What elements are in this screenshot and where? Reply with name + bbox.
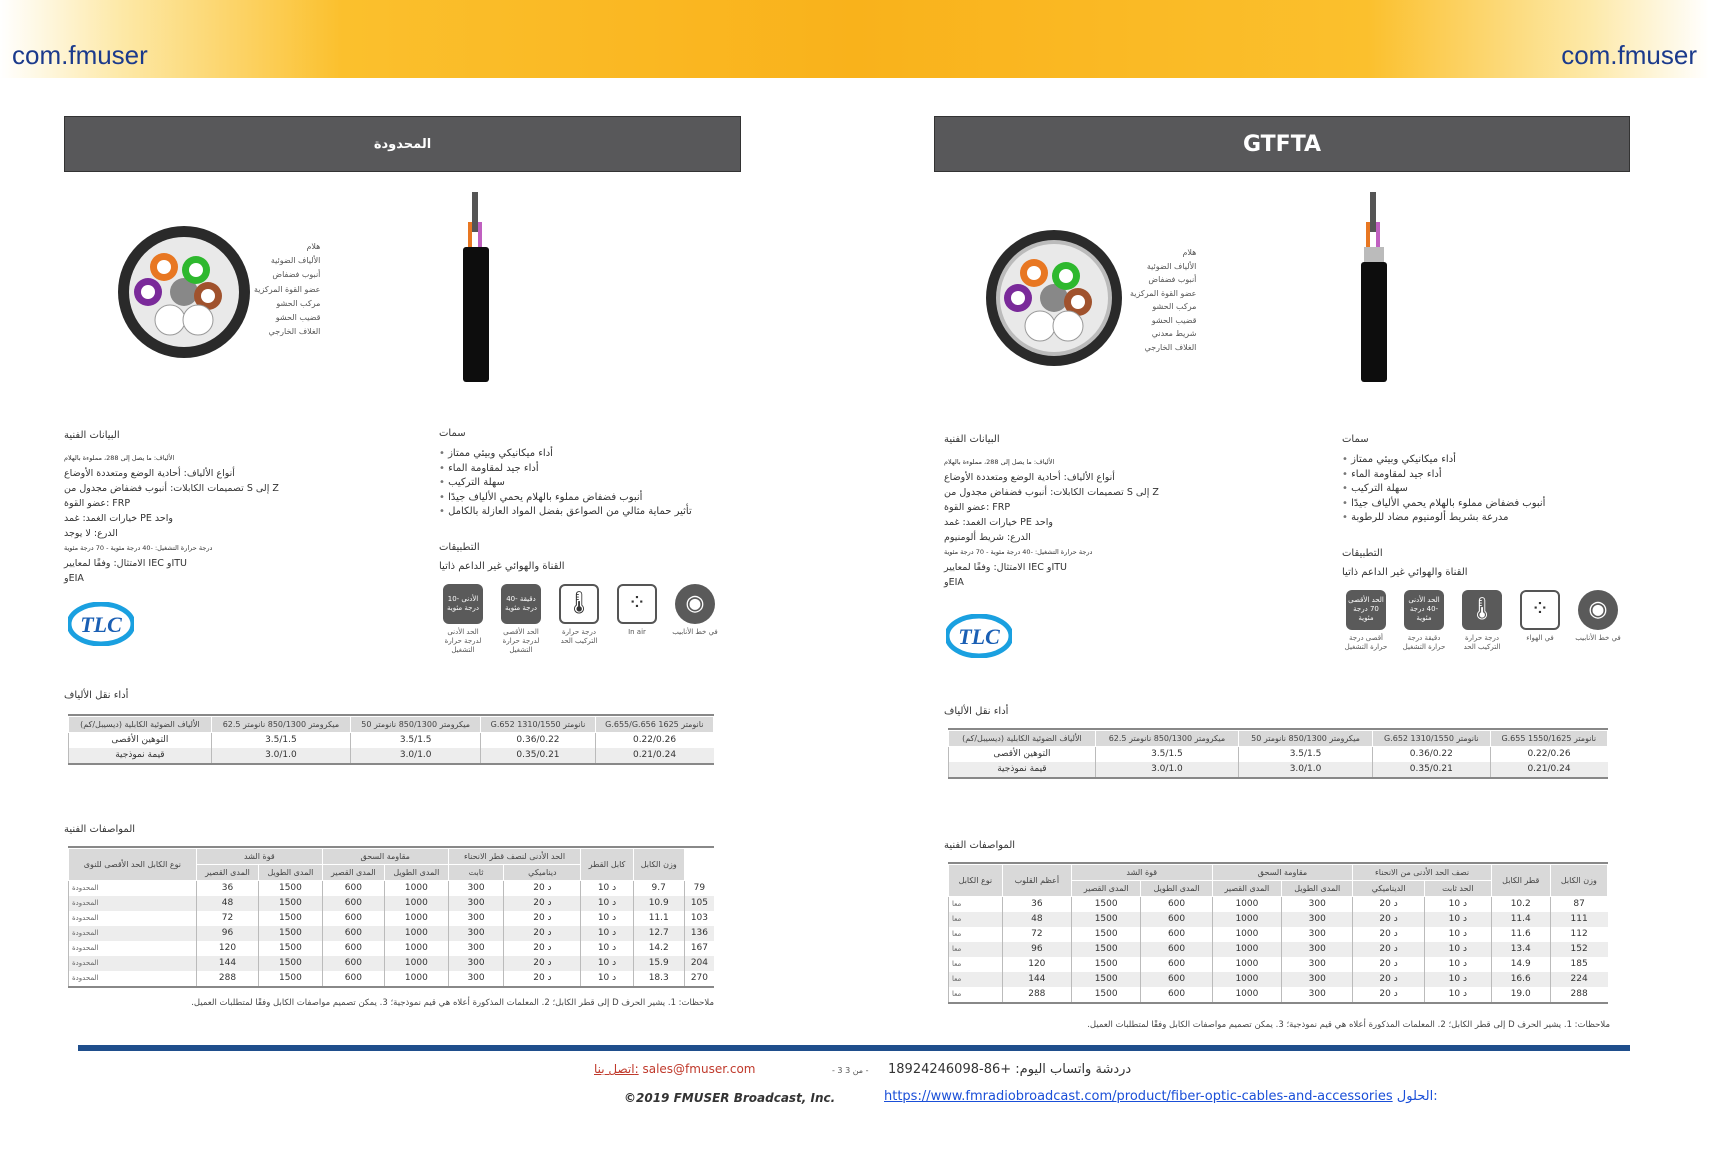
perf-header: الألياف الضوئية الكابلية (ديسيبل/كم) (69, 717, 212, 733)
features (439, 428, 739, 655)
max-temp-icon: دقيقة -40 درجة مئوية الحد الأقصى لدرجة حرارة التشغيل (497, 584, 545, 655)
tech-line: درجة حرارة التشغيل: -40 درجة مئوية - 70 درجة مئوية (64, 544, 213, 552)
callout-label: قضيب الحشو (1151, 315, 1197, 325)
applications-subtitle: القناة والهوائي غير الداعم ذاتيا (439, 560, 565, 572)
table-row: المحدودة 96 1500 600 1000 300 20 د 10 د 12.7 136 (69, 926, 715, 941)
tech-line: الألياف: ما يصل إلى 288، مملوءة بالهلام (944, 458, 1055, 466)
cable-side-view-icon (460, 192, 492, 382)
solutions-label: الحلول: (1396, 1089, 1438, 1104)
callout-label: الغلاف الخارجي (268, 327, 321, 337)
page-number: - 3 من 3 - (832, 1066, 869, 1075)
cable-cross-section-icon (114, 222, 254, 362)
callout-label: مركب الحشو (1152, 302, 1197, 311)
tlc-logo (68, 602, 134, 650)
callout-labels (254, 240, 320, 339)
callout-label: عضو القوة المركزية (254, 284, 321, 294)
in-duct-icon: ◉ في خط الأنابيب (671, 584, 719, 655)
applications-title: التطبيقات (439, 541, 480, 553)
feature-item: أداء ميكانيكي وبيئي ممتاز • (1342, 453, 1630, 468)
table-row: معا 120 1500 600 1000 300 20 د 10 د 14.9 185 (949, 957, 1608, 972)
specification-table: نوع الكابل الحد الأقصى للنوى قوة الشد مقاومة السحق الحد الأدنى لنصف قطر الانحناء كابل القطر وزن الكابل المدى القصير المدى الطويل المدى القصير المدى الطويل ثابت ديناميكي المحدودة 36 1500 600 1000 300 20 د 10 د 9.7 79 المحدودة 48 1500 600 1000 300 20 د 10 د 10.9 105 المحدودة 72 1500 600 1000 300 20 د 10 د 11.1 103 المحدودة 96 1500 600 1000 300 20 د 10 د 12.7 136 المحدودة 120 1500 600 1000 300 20 د 10 د 14.2 167 المحدودة 144 1500 600 1000 300 20 د 10 د 15.9 204 المحدودة 288 1500 600 1000 300 20 د 10 د 18.3 270 (68, 846, 714, 988)
fiber-performance-table (68, 714, 714, 765)
feature-item: أداء ميكانيكي وبيئي ممتاز • (439, 447, 739, 462)
in-air-icon: ⁘ في الهواء (1516, 590, 1564, 652)
copyright: ©2019 FMUSER Broadcast, Inc. (624, 1091, 836, 1105)
contact-label: اتصل بنا: (594, 1062, 639, 1076)
product-title-bar: GTFTA (934, 116, 1630, 172)
right-product-column (934, 116, 1630, 1030)
tech-line: تصميمات الكابلات: أنبوب فضفاض مجدول من S إلى Z (944, 487, 1159, 498)
tech-line: الدرع: شريط ألومنيوم (944, 532, 1031, 543)
solutions-url-link[interactable]: https://www.fmradiobroadcast.com/product/fiber-optic-cables-and-accessories (884, 1089, 1393, 1104)
footer-divider (78, 1045, 1630, 1051)
tech-line: الامتثال: وفقًا لمعايير IEC وITU (64, 558, 188, 569)
table-row: التوهين الأقصى 3.5/1.5 3.5/1.5 0.36/0.22 0.22/0.26 (69, 733, 714, 748)
tech-line: عضو القوة: FRP (944, 502, 1011, 513)
max-temp-icon: الحد الأقصى 70 درجة مئوية أقصى درجة حرارة التشغيل (1342, 590, 1390, 652)
in-duct-icon: ◉ في خط الأنابيب (1574, 590, 1622, 652)
perf-title: أداء نقل الألياف (944, 706, 1009, 717)
table-row: المحدودة 120 1500 600 1000 300 20 د 10 د 14.2 167 (69, 941, 715, 956)
table-row: معا 36 1500 600 1000 300 20 د 10 د 10.2 87 (949, 897, 1608, 912)
perf-header: 50 ميكرومتر 850/1300 نانومتر (350, 717, 480, 733)
tech-line: وEIA (64, 573, 84, 584)
table-row: معا 48 1500 600 1000 300 20 د 10 د 11.4 111 (949, 912, 1608, 927)
notes: ملاحظات: 1. يشير الحرف D إلى قطر الكابل؛ 2. المعلمات المذكورة أعلاه هي قيم نموذجية؛ 3. يمكن تصميم مواصفات الكابل وفقًا لمتطلبات العميل. (1087, 1020, 1610, 1030)
feature-item: تأثير حماية مثالي من الصواعق بفضل المواد العازلة بالكامل • (439, 505, 739, 520)
brand-right: com.fmuser (1561, 40, 1697, 70)
callout-label: الغلاف الخارجي (1144, 342, 1197, 352)
table-row: التوهين الأقصى 3.5/1.5 3.5/1.5 0.36/0.22 0.22/0.26 (949, 747, 1608, 762)
tech-data-title: البيانات الفنية (944, 434, 1000, 445)
feature-item: أنبوب فضفاض مملوء بالهلام يحمي الألياف جيدًا • (439, 491, 739, 506)
left-product-column (64, 116, 741, 1008)
tech-line: تصميمات الكابلات: أنبوب فضفاض مجدول من S إلى Z (64, 483, 279, 494)
contact (594, 1062, 756, 1076)
technical-data (64, 428, 324, 586)
perf-header: G.655/G.656 1625 نانومتر (595, 717, 713, 733)
feature-item: سهلة التركيب • (439, 476, 739, 491)
spec-title: المواصفات الفنية (64, 824, 136, 835)
callout-label: أنبوب فضفاض (1148, 275, 1197, 284)
whatsapp: دردشة واتساب اليوم: +86-18924246098 (888, 1062, 1132, 1077)
product-images (64, 172, 741, 402)
table-row: المحدودة 36 1500 600 1000 300 20 د 10 د 9.7 79 (69, 881, 715, 896)
product-images (934, 172, 1630, 412)
svg-text:TLC: TLC (958, 624, 1000, 649)
feature-item: أداء جيد لمقاومة الماء • (1342, 468, 1630, 483)
tech-line: خيارات الغمد: غمد PE واحد (944, 517, 1053, 528)
features-title: سمات (439, 428, 466, 439)
technical-data (944, 432, 1224, 590)
callout-label: الألياف الضوئية (1146, 261, 1197, 271)
table-row: قيمة نموذجية 3.0/1.0 3.0/1.0 0.35/0.21 0.21/0.24 (949, 762, 1608, 777)
tech-line: الألياف: ما يصل إلى 288، مملوءة بالهلام (64, 454, 175, 462)
in-air-icon: ⁘ In air (613, 584, 661, 655)
table-row: المحدودة 72 1500 600 1000 300 20 د 10 د 11.1 103 (69, 911, 715, 926)
tech-line: الامتثال: وفقًا لمعايير IEC وITU (944, 562, 1068, 573)
table-row: معا 288 1500 600 1000 300 20 د 10 د 19.0 288 (949, 987, 1608, 1002)
min-temp-icon: الأدنى -10 درجة مئوية الحد الأدنى لدرجة حرارة التشغيل (439, 584, 487, 655)
tech-line: عضو القوة: FRP (64, 498, 131, 509)
callout-label: هلام (1182, 248, 1197, 257)
table-row: المحدودة 48 1500 600 1000 300 20 د 10 د 10.9 105 (69, 896, 715, 911)
tech-line: أنواع الألياف: أحادية الوضع ومتعددة الأوضاع (944, 472, 1115, 483)
svg-text:TLC: TLC (80, 612, 122, 637)
applications-title: التطبيقات (1342, 547, 1383, 559)
features-title: سمات (1342, 434, 1369, 445)
callout-label: عضو القوة المركزية (1130, 288, 1197, 298)
feature-item: مدرعة بشريط ألومنيوم مضاد للرطوبة • (1342, 511, 1630, 526)
feature-item: أنبوب فضفاض مملوء بالهلام يحمي الألياف جيدًا • (1342, 497, 1630, 512)
applications-subtitle: القناة والهوائي غير الداعم ذاتيا (1342, 566, 1468, 578)
perf-title: أداء نقل الألياف (64, 690, 129, 701)
callout-label: قضيب الحشو (275, 313, 321, 323)
solutions (884, 1089, 1438, 1104)
table-row: معا 72 1500 600 1000 300 20 د 10 د 11.6 112 (949, 927, 1608, 942)
perf-header: G.652 1310/1550 نانومتر (481, 717, 595, 733)
specification-table: نوع الكابل أعظم القلوب قوة الشد مقاومة السحق نصف الحد الأدنى من الانحناء قطر الكابل وزن الكابل المدى القصير المدى الطويل المدى القصير المدى الطويل الديناميكي الحد ثابت معا 36 1500 600 1000 300 20 د 10 د 10.2 87 معا 48 1500 600 1000 300 20 د 10 د 11.4 111 معا 72 1500 600 1000 300 20 د 10 د 11.6 112 معا 96 1500 600 1000 300 20 د 10 د 13.4 152 معا 120 1500 600 1000 300 20 د 10 د 14.9 185 معا 144 1500 600 1000 300 20 د 10 د 16.6 224 معا 288 1500 600 1000 300 20 د 10 د 19.0 288 (948, 862, 1608, 1004)
feature-item: أداء جيد لمقاومة الماء • (439, 462, 739, 477)
tech-line: خيارات الغمد: غمد PE واحد (64, 513, 173, 524)
product-title-bar: المحدودة (64, 116, 741, 172)
notes: ملاحظات: 1. يشير الحرف D إلى قطر الكابل؛ 2. المعلمات المذكورة أعلاه هي قيم نموذجية؛ 3. يمكن تصميم مواصفات الكابل وفقًا لمتطلبات العميل. (191, 998, 714, 1008)
thermometer-icon: 🌡 درجة حرارة التركيب الحد (1458, 590, 1506, 652)
cable-side-view-icon (1358, 192, 1390, 382)
email-link[interactable]: sales@fmuser.com (642, 1062, 756, 1076)
callout-label: الألياف الضوئية (270, 256, 321, 266)
tech-line: وEIA (944, 577, 964, 588)
thermometer-icon: 🌡 درجة حرارة التركيب الحد (555, 584, 603, 655)
tech-line: درجة حرارة التشغيل: -40 درجة مئوية - 70 درجة مئوية (944, 548, 1093, 556)
table-row: المحدودة 144 1500 600 1000 300 20 د 10 د 15.9 204 (69, 956, 715, 971)
min-temp-icon: الحد الأدنى -40 درجة مئوية دقيقة درجة حرارة التشغيل (1400, 590, 1448, 652)
application-icons (1342, 590, 1630, 652)
table-row: معا 144 1500 600 1000 300 20 د 10 د 16.6 224 (949, 972, 1608, 987)
tlc-logo (946, 614, 1012, 662)
callout-label: هلام (306, 242, 321, 251)
application-icons (439, 584, 739, 655)
spec-title: المواصفات الفنية (944, 840, 1016, 851)
fiber-performance-table: الألياف الضوئية الكابلية (ديسيبل/كم) 62.5 ميكرومتر 850/1300 نانومتر 50 ميكرومتر 850/1300 نانومتر G.652 1310/1550 نانومتر G.655 1550/1625 نانومتر التوهين الأقصى 3.5/1.5 3.5/1.5 0.36/0.22 0.22/0.26 قيمة نموذجية 3.0/1.0 3.0/1.0 0.35/0.21 0.21/0.24 (948, 728, 1608, 779)
features (1342, 434, 1630, 652)
callout-label: مركب الحشو (276, 298, 321, 308)
header-banner (0, 0, 1709, 78)
perf-header: 62.5 ميكرومتر 850/1300 نانومتر (211, 717, 350, 733)
callout-labels (1130, 246, 1196, 354)
tech-data-title: البيانات الفنية (64, 430, 120, 441)
tech-line: الدرع: لا يوجد (64, 528, 118, 539)
table-row: المحدودة 288 1500 600 1000 300 20 د 10 د 18.3 270 (69, 971, 715, 986)
callout-label: أنبوب فضفاض (272, 270, 321, 280)
table-row: معا 96 1500 600 1000 300 20 د 10 د 13.4 152 (949, 942, 1608, 957)
cable-cross-section-icon (984, 228, 1124, 368)
feature-item: سهلة التركيب • (1342, 482, 1630, 497)
brand-left: com.fmuser (12, 40, 148, 70)
table-row: قيمة نموذجية 3.0/1.0 3.0/1.0 0.35/0.21 0.21/0.24 (69, 748, 714, 763)
tech-line: أنواع الألياف: أحادية الوضع ومتعددة الأوضاع (64, 468, 235, 479)
callout-label: شريط معدني (1151, 329, 1197, 338)
